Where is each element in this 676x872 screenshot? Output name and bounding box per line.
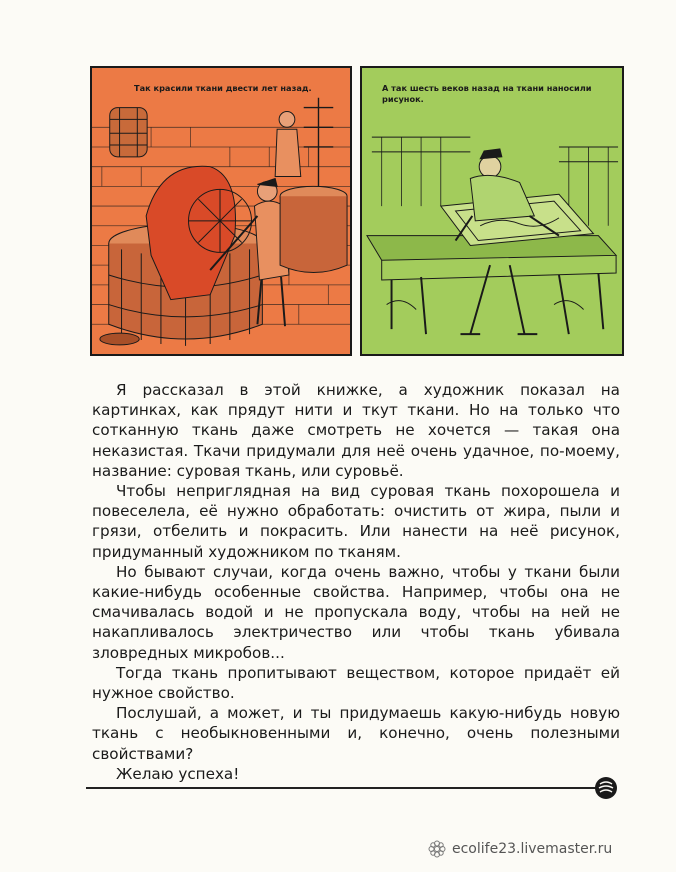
paragraph: Тогда ткань пропитывают веществом, которое придаёт ей нужное свойство. xyxy=(92,663,620,703)
thread-spool-icon xyxy=(594,776,618,800)
paragraph: Желаю успеха! xyxy=(116,764,240,783)
paragraph: Послушай, а может, и ты придумаешь какую-нибудь новую ткань с необыкновенными и, конечно, очень полезными свойствами? xyxy=(92,704,620,763)
paragraph: Но бывают случаи, когда очень важно, чтобы у ткани были какие-нибудь особенные свойства. Например, чтобы она не смачивалась водой и не пропускала воду, чтобы на ней не накапливалось электричество или чтобы ткань убивала зловредных микробов... xyxy=(92,562,620,662)
bottom-divider xyxy=(86,787,598,789)
illustration-printing xyxy=(360,66,624,356)
watermark-text: ecolife23.livemaster.ru xyxy=(452,841,613,857)
dyeing-workshop-drawing xyxy=(92,68,350,354)
body-text xyxy=(92,380,620,784)
flower-icon xyxy=(428,840,446,858)
watermark xyxy=(428,840,612,858)
illustration-caption-dyeing: Так красили ткани двести лет назад. xyxy=(134,83,312,93)
paragraph: Я рассказал в этой книжке, а художник показал на картинках, как прядут нити и ткут ткани. Но на только что сотканную ткань даже смотреть не хочется — такая она неказистая. Ткачи придумали для неё очень удачное, по-моему, название: суровая ткань, или суровьё. xyxy=(92,381,620,480)
paragraph: Чтобы неприглядная на вид суровая ткань похорошела и повеселела, её нужно обработать: очистить от жира, пыли и грязи, отбелить и покрасить. Или нанести на неё рисунок, придуманный художником по тканям. xyxy=(92,482,620,561)
illustration-caption-printing: А так шесть веков назад на ткани наносили рисунок. xyxy=(382,83,592,104)
illustration-dyeing xyxy=(90,66,352,356)
fabric-printing-drawing xyxy=(362,68,622,354)
